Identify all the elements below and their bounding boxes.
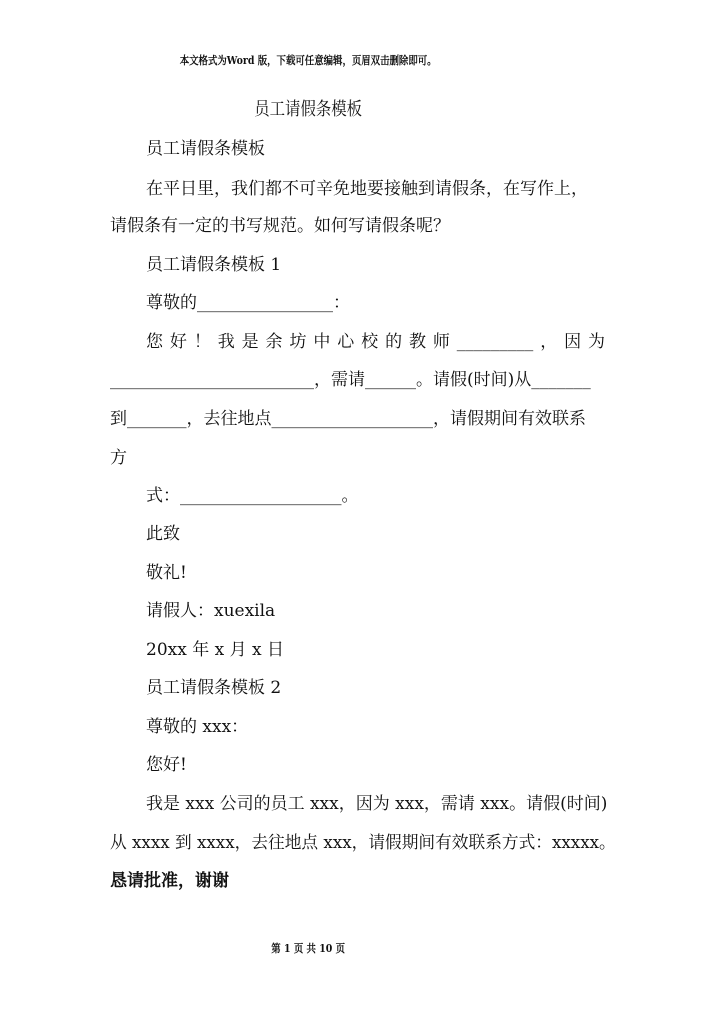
template-1-signer: 请假人：xuexila bbox=[146, 601, 276, 621]
char: 余 bbox=[265, 332, 283, 352]
char: 好 bbox=[169, 332, 187, 352]
char: 校 bbox=[361, 332, 379, 352]
char: 心 bbox=[337, 332, 355, 352]
intro-paragraph-line-1: 在平日里，我们都不可辛免地要接触到请假条，在写作上， bbox=[146, 179, 588, 199]
char: 我 bbox=[217, 332, 235, 352]
template-2-body-line-2: 从 xxxx 到 xxxx，去往地点 xxx，请假期间有效联系方式：xxxxx。 bbox=[110, 833, 616, 853]
char: ， bbox=[540, 332, 558, 352]
char: 为 bbox=[588, 332, 605, 352]
char: 教 bbox=[408, 332, 426, 352]
document-subtitle: 员工请假条模板 bbox=[146, 139, 265, 159]
char: ！ bbox=[193, 332, 211, 352]
template-2-body-line-3: 恳请批准，谢谢 bbox=[110, 871, 229, 891]
intro-paragraph-line-2: 请假条有一定的书写规范。如何写请假条呢？ bbox=[110, 216, 450, 236]
template-1-salutation: 尊敬的________________： bbox=[146, 293, 350, 313]
char: 因 bbox=[564, 332, 582, 352]
char: 师 bbox=[432, 332, 450, 352]
template-1-body-line-3: 到_______，去往地点___________________，请假期间有效联系 bbox=[110, 409, 586, 429]
template-1-body-line-5: 式：___________________。 bbox=[146, 486, 359, 506]
blank: _________ bbox=[456, 332, 534, 352]
template-1-body-line-4: 方 bbox=[110, 448, 127, 468]
template-1-closing-2: 敬礼! bbox=[146, 563, 187, 583]
page-footer: 第 1 页 共 10 页 bbox=[271, 942, 346, 955]
template-2-body-line-1: 我是 xxx 公司的员工 xxx，因为 xxx，需请 xxx。请假(时间) bbox=[146, 794, 608, 814]
template-1-closing-1: 此致 bbox=[146, 524, 180, 544]
template-1-body-line-1 bbox=[146, 334, 605, 351]
template-1-body-line-2: ________________________，需请______。请假(时间)从_______ bbox=[110, 370, 591, 390]
document-title: 员工请假条模板 bbox=[254, 99, 363, 120]
char: 坊 bbox=[289, 332, 307, 352]
template-2-heading: 员工请假条模板 2 bbox=[146, 678, 282, 698]
header-note: 本文格式为Word 版，下载可任意编辑，页眉双击删除即可。 bbox=[179, 54, 437, 67]
template-1-date: 20xx 年 x 月 x 日 bbox=[146, 640, 285, 660]
char: 的 bbox=[385, 332, 403, 352]
char: 是 bbox=[241, 332, 259, 352]
template-2-salutation: 尊敬的 xxx： bbox=[146, 717, 249, 737]
template-1-heading: 员工请假条模板 1 bbox=[146, 255, 282, 275]
char: 您 bbox=[146, 332, 163, 352]
char: 中 bbox=[313, 332, 331, 352]
template-2-greeting: 您好! bbox=[146, 755, 187, 775]
